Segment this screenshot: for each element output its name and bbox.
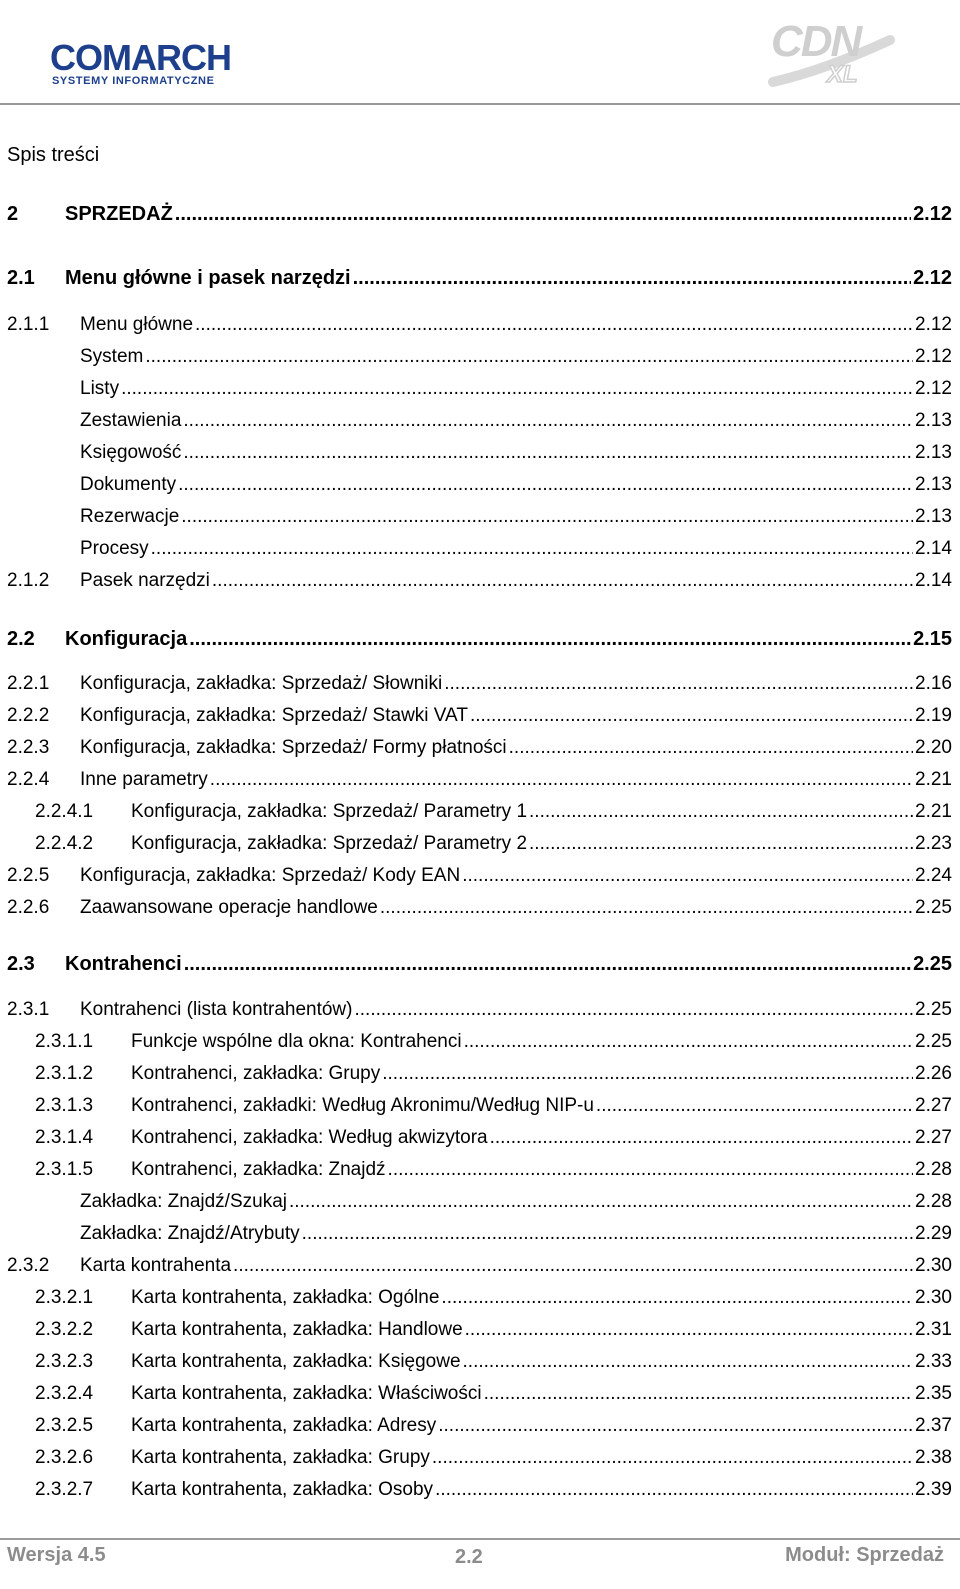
toc-entry-line [131,1094,952,1118]
toc-dot-leader [289,1190,913,1214]
toc-entry-title: SPRZEDAŻ [65,203,173,225]
toc-entry-page: 2.13 [915,506,952,527]
toc-entry-page: 2.13 [915,474,952,495]
toc-dot-leader [189,627,911,651]
toc-entry-number: 2.3.2.2 [35,1319,94,1340]
toc-entry-line [80,537,952,561]
toc-entry-number: 2.3.2.1 [35,1287,94,1308]
toc-entry-line [80,736,952,760]
toc-entry[interactable] [7,409,952,435]
toc-dot-leader [382,1062,913,1086]
toc-entry[interactable] [7,627,952,653]
toc-entry-line [131,1030,952,1054]
toc-dot-leader [509,736,913,760]
toc-entry-page: 2.16 [915,673,952,694]
toc-dot-leader [183,409,913,433]
toc-entry-title: Kontrahenci (lista kontrahentów) [80,999,353,1020]
toc-dot-leader [388,1158,913,1182]
toc-entry-title: Karta kontrahenta, zakładka: Ogólne [131,1287,440,1308]
toc-dot-leader [151,537,913,561]
toc-entry-line [131,1062,952,1086]
toc-dot-leader [432,1446,913,1470]
toc-entry-title: Inne parametry [80,769,208,790]
toc-entry-page: 2.28 [915,1159,952,1180]
toc-entry-title: Karta kontrahenta, zakładka: Adresy [131,1415,437,1436]
toc-entry-page: 2.21 [915,801,952,822]
toc-entry-line [80,1190,952,1214]
toc-entry[interactable] [7,952,952,978]
toc-entry-page: 2.20 [915,737,952,758]
toc-entry-title: Karta kontrahenta, zakładka: Osoby [131,1479,434,1500]
toc-entry[interactable] [7,345,952,371]
toc-entry-page: 2.14 [915,570,952,591]
toc-entry-title: Konfiguracja, zakładka: Sprzedaż/ Kody EAN [80,865,461,886]
toc-entry-line [131,1382,952,1406]
toc-dot-leader [529,800,913,824]
toc-entry-line [80,345,952,369]
toc-entry[interactable] [7,569,952,595]
toc-entry-number: 2.1.1 [7,314,50,335]
toc-entry-title: Kontrahenci, zakładka: Znajdź [131,1159,386,1180]
toc-dot-leader [175,202,911,226]
toc-dot-leader [465,1318,913,1342]
toc-entry-number: 2.3.1.2 [35,1063,94,1084]
toc-entry-page: 2.19 [915,705,952,726]
comarch-logo-text: COMARCH [50,37,231,78]
toc-entry-page: 2.26 [915,1063,952,1084]
toc-entry-line [131,1446,952,1470]
toc-entry[interactable] [7,768,952,794]
toc-entry[interactable] [7,672,952,698]
toc-entry-page: 2.30 [915,1287,952,1308]
toc-entry-number: 2.3.2.4 [35,1383,94,1404]
footer-version: Wersja 4.5 [7,1544,106,1566]
toc-entry-line [80,864,952,888]
toc-entry-page: 2.12 [915,378,952,399]
toc-entry-number: 2.2.4 [7,769,50,790]
toc-entry-page: 2.30 [915,1255,952,1276]
toc-entry[interactable] [7,377,952,403]
toc-dot-leader [490,1126,913,1150]
toc-entry-number: 2.2.5 [7,865,50,886]
toc-dot-leader [464,1030,913,1054]
toc-entry-number: 2.3.1.3 [35,1095,94,1116]
toc-entry-title: Dokumenty [80,474,177,495]
toc-entry-page: 2.13 [915,442,952,463]
toc-entry-line [131,1158,952,1182]
toc-entry-number: 2 [7,203,19,225]
toc-entry-line [80,998,952,1022]
toc-entry-page: 2.25 [915,897,952,918]
toc-entry-title: Zakładka: Znajdź/Szukaj [80,1191,287,1212]
footer-rule [0,1538,960,1540]
toc-entry-page: 2.12 [913,267,952,289]
toc-dot-leader [353,266,911,290]
toc-entry-title: Listy [80,378,120,399]
toc-entry-line [131,1414,952,1438]
header-rule [0,103,960,105]
toc-entry[interactable] [7,1382,952,1408]
toc-dot-leader [463,1350,913,1374]
toc-dot-leader [438,1414,913,1438]
toc-entry[interactable] [7,1158,952,1184]
toc-entry-title: Karta kontrahenta, zakładka: Właściwości [131,1383,482,1404]
toc-entry-title: System [80,346,144,367]
toc-entry[interactable] [7,800,952,826]
toc-entry-line [131,1126,952,1150]
toc-dot-leader [380,896,913,920]
toc-entry[interactable] [7,704,952,730]
toc-entry-title: Zakładka: Znajdź/Atrybuty [80,1223,300,1244]
toc-entry-title: Funkcje wspólne dla okna: Kontrahenci [131,1031,462,1052]
toc-dot-leader [354,998,913,1022]
toc-entry-number: 2.1 [7,267,35,289]
toc-dot-leader [529,832,913,856]
toc-dot-leader [181,505,913,529]
toc-entry[interactable] [7,1126,952,1152]
toc-entry-title: Konfiguracja, zakładka: Sprzedaż/ Słowniki [80,673,443,694]
comarch-logo [50,38,250,92]
toc-entry-page: 2.35 [915,1383,952,1404]
toc-entry[interactable] [7,1254,952,1280]
toc-dot-leader [233,1254,913,1278]
toc-dot-leader [212,569,913,593]
toc-entry-title: Zaawansowane operacje handlowe [80,897,378,918]
toc-title: Spis treści [7,144,100,166]
toc-entry-page: 2.14 [915,538,952,559]
toc-entry-title: Menu główne [80,314,194,335]
toc-entry-title: Menu główne i pasek narzędzi [65,267,351,289]
toc-entry-title: Procesy [80,538,149,559]
toc-entry[interactable] [7,473,952,499]
toc-entry-page: 2.21 [915,769,952,790]
toc-entry-line [80,569,952,593]
toc-entry[interactable] [7,1446,952,1472]
toc-entry-page: 2.24 [915,865,952,886]
toc-dot-leader [462,864,913,888]
toc-entry-page: 2.12 [913,203,952,225]
toc-entry-number: 2.2.6 [7,897,50,918]
toc-entry[interactable] [7,736,952,762]
toc-entry-number: 2.3 [7,953,35,975]
toc-entry-page: 2.37 [915,1415,952,1436]
toc-entry-page: 2.15 [913,628,952,650]
toc-entry[interactable] [7,896,952,922]
toc-entry-page: 2.25 [913,953,952,975]
toc-entry-line [80,377,952,401]
toc-entry[interactable] [7,1350,952,1376]
toc-entry[interactable] [7,1062,952,1088]
toc-dot-leader [121,377,913,401]
toc-entry-line [131,1286,952,1310]
toc-dot-leader [441,1286,913,1310]
toc-entry-line [65,952,952,976]
toc-dot-leader [444,672,913,696]
toc-entry-title: Kontrahenci [65,953,182,975]
toc-entry-title: Konfiguracja, zakładka: Sprzedaż/ Parametry 2 [131,833,528,854]
toc-entry-line [80,896,952,920]
toc-dot-leader [178,473,913,497]
toc-entry-number: 2.2.4.2 [35,833,94,854]
toc-entry-number: 2.2.4.1 [35,801,94,822]
toc-dot-leader [145,345,913,369]
toc-entry-line [131,800,952,824]
toc-dot-leader [210,768,913,792]
toc-entry-number: 2.2.2 [7,705,50,726]
toc-entry-title: Rezerwacje [80,506,180,527]
toc-entry-line [131,832,952,856]
toc-entry-page: 2.27 [915,1127,952,1148]
toc-entry-title: Karta kontrahenta, zakładka: Księgowe [131,1351,461,1372]
toc-entry-line [80,704,952,728]
toc-entry[interactable] [7,1094,952,1120]
toc-entry[interactable] [7,441,952,467]
toc-entry-title: Pasek narzędzi [80,570,210,591]
toc-entry[interactable] [7,1222,952,1248]
toc-entry-number: 2.2.3 [7,737,50,758]
toc-entry[interactable] [7,1478,952,1504]
toc-entry-line [80,768,952,792]
toc-entry-title: Księgowość [80,442,182,463]
toc-entry-page: 2.27 [915,1095,952,1116]
toc-entry-line [131,1478,952,1502]
toc-entry-line [65,627,952,651]
toc-entry[interactable] [7,1030,952,1056]
toc-entry[interactable] [7,537,952,563]
toc-entry-number: 2.2 [7,628,35,650]
toc-entry-number: 2.3.2 [7,1255,50,1276]
toc-entry[interactable] [7,864,952,890]
toc-entry-page: 2.29 [915,1223,952,1244]
footer-module: Moduł: Sprzedaż [785,1544,944,1566]
toc-entry-page: 2.33 [915,1351,952,1372]
toc-entry-page: 2.12 [915,346,952,367]
toc-entry-line [80,441,952,465]
toc-entry-line [131,1350,952,1374]
toc-entry-title: Kontrahenci, zakładka: Według akwizytora [131,1127,488,1148]
toc-entry-line [80,473,952,497]
toc-entry-title: Zestawienia [80,410,182,431]
toc-entry-number: 2.3.1.1 [35,1031,94,1052]
cdn-xl-logo [765,10,895,90]
toc-entry-title: Konfiguracja, zakładka: Sprzedaż/ Stawki VAT [80,705,468,726]
toc-entry[interactable] [7,1414,952,1440]
toc-entry-number: 2.3.1 [7,999,50,1020]
toc-entry-line [80,1222,952,1246]
toc-dot-leader [195,313,913,337]
toc-entry-page: 2.39 [915,1479,952,1500]
toc-entry[interactable] [7,202,952,228]
toc-entry-title: Kontrahenci, zakładka: Grupy [131,1063,381,1084]
comarch-logo-subtitle: SYSTEMY INFORMATYCZNE [52,75,215,87]
toc-dot-leader [596,1094,913,1118]
toc-entry-title: Karta kontrahenta, zakładka: Handlowe [131,1319,463,1340]
toc-entry-title: Karta kontrahenta [80,1255,232,1276]
toc-entry-page: 2.25 [915,1031,952,1052]
toc-entry[interactable] [7,832,952,858]
toc-entry-line [65,266,952,290]
toc-entry-page: 2.23 [915,833,952,854]
toc-entry-number: 2.3.2.5 [35,1415,94,1436]
toc-entry-line [80,505,952,529]
toc-entry-title: Konfiguracja, zakładka: Sprzedaż/ Formy płatności [80,737,507,758]
toc-dot-leader [302,1222,913,1246]
toc-dot-leader [470,704,913,728]
toc-dot-leader [484,1382,913,1406]
toc-entry-title: Konfiguracja, zakładka: Sprzedaż/ Parametry 1 [131,801,528,822]
toc-entry[interactable] [7,313,952,339]
toc-entry[interactable] [7,1286,952,1312]
toc-dot-leader [183,441,913,465]
toc-entry[interactable] [7,998,952,1024]
toc-entry-line [80,313,952,337]
toc-entry-title: Konfiguracja [65,628,188,650]
toc-entry-number: 2.3.2.7 [35,1479,94,1500]
toc-entry-page: 2.12 [915,314,952,335]
toc-entry[interactable] [7,1190,952,1216]
footer-page-number: 2.2 [455,1546,483,1568]
toc-entry-number: 2.2.1 [7,673,50,694]
toc-entry-number: 2.1.2 [7,570,50,591]
xl-logo-text: XL [827,61,858,88]
toc-entry-line [80,672,952,696]
toc-entry-page: 2.38 [915,1447,952,1468]
cdn-logo-text: CDN [771,17,861,66]
toc-entry-page: 2.31 [915,1319,952,1340]
toc-entry-number: 2.3.1.5 [35,1159,94,1180]
toc-entry-line [80,409,952,433]
toc-entry-page: 2.28 [915,1191,952,1212]
toc-dot-leader [184,952,911,976]
toc-entry-title: Karta kontrahenta, zakładka: Grupy [131,1447,430,1468]
toc-entry-number: 2.3.1.4 [35,1127,94,1148]
toc-entry-title: Kontrahenci, zakładki: Według Akronimu/Według NIP-u [131,1095,594,1116]
toc-entry-number: 2.3.2.3 [35,1351,94,1372]
toc-entry-page: 2.13 [915,410,952,431]
toc-entry[interactable] [7,266,952,292]
toc-entry[interactable] [7,1318,952,1344]
toc-entry-number: 2.3.2.6 [35,1447,94,1468]
toc-dot-leader [435,1478,913,1502]
toc-entry-page: 2.25 [915,999,952,1020]
toc-entry-line [80,1254,952,1278]
toc-entry-line [131,1318,952,1342]
toc-entry-line [65,202,952,226]
toc-entry[interactable] [7,505,952,531]
